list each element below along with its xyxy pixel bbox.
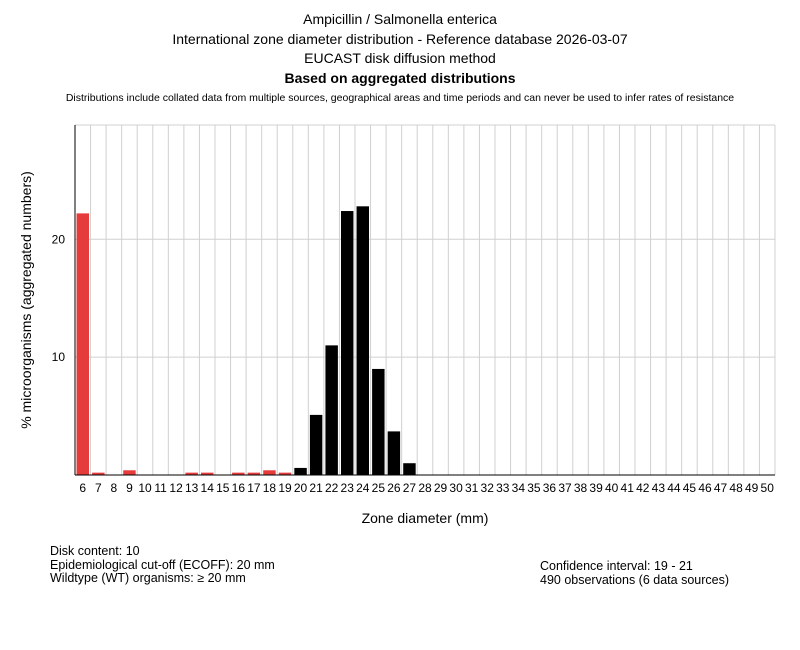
x-tick-label: 38 bbox=[573, 481, 588, 495]
x-tick-label: 42 bbox=[636, 481, 650, 495]
x-tick-label: 9 bbox=[126, 481, 133, 495]
bar-23 bbox=[341, 211, 353, 475]
x-tick-label: 44 bbox=[667, 481, 681, 495]
y-axis-title: % microorganisms (aggregated numbers) bbox=[18, 171, 34, 429]
observations-label: 490 observations (6 data sources) bbox=[540, 572, 729, 587]
x-tick-label: 22 bbox=[324, 481, 339, 495]
ecoff-label: Epidemiological cut-off (ECOFF): 20 mm bbox=[50, 557, 275, 572]
x-tick-label: 25 bbox=[371, 481, 386, 495]
x-tick-label: 20 bbox=[293, 481, 308, 495]
x-tick-label: 18 bbox=[262, 481, 277, 495]
x-tick-label: 39 bbox=[589, 481, 603, 495]
bar-27 bbox=[403, 463, 415, 475]
y-tick-label: 20 bbox=[51, 232, 65, 247]
x-tick-label: 45 bbox=[682, 481, 697, 495]
bar-21 bbox=[310, 415, 322, 475]
x-tick-label: 33 bbox=[496, 481, 510, 495]
x-tick-label: 23 bbox=[340, 481, 354, 495]
confidence-label: Confidence interval: 19 - 21 bbox=[540, 559, 693, 573]
bar-18 bbox=[263, 470, 275, 475]
x-tick-label: 10 bbox=[138, 481, 152, 495]
x-tick-label: 8 bbox=[110, 481, 118, 495]
x-tick-label: 7 bbox=[94, 481, 102, 495]
x-tick-label: 27 bbox=[402, 481, 417, 495]
bar-20 bbox=[294, 468, 306, 475]
x-axis-title: Zone diameter (mm) bbox=[361, 510, 489, 526]
y-tick-label: 10 bbox=[51, 350, 65, 365]
x-tick-label: 16 bbox=[231, 481, 246, 495]
x-tick-label: 12 bbox=[169, 481, 183, 495]
disclaimer-text: Distributions include collated data from multiple sources, geographical areas and time periods and can never be used to infer rates of resistance bbox=[65, 92, 735, 104]
x-tick-label: 28 bbox=[418, 481, 432, 495]
x-tick-label: 48 bbox=[729, 481, 743, 495]
bar-25 bbox=[372, 369, 384, 475]
x-tick-label: 17 bbox=[247, 481, 261, 495]
wildtype-label: Wildtype (WT) organisms: ≥ 20 mm bbox=[50, 571, 246, 585]
x-tick-label: 14 bbox=[200, 481, 214, 495]
bar-9 bbox=[123, 470, 135, 475]
x-tick-label: 32 bbox=[480, 481, 494, 495]
x-tick-label: 40 bbox=[604, 481, 619, 495]
x-tick-label: 29 bbox=[433, 481, 448, 495]
bar-26 bbox=[388, 431, 400, 475]
chart-title: Ampicillin / Salmonella enterica bbox=[303, 11, 497, 27]
disk-content-label: Disk content: 10 bbox=[50, 544, 140, 558]
x-tick-label: 26 bbox=[387, 481, 401, 495]
x-tick-label: 41 bbox=[620, 481, 634, 495]
bar-24 bbox=[357, 206, 369, 475]
x-tick-label: 24 bbox=[356, 481, 370, 495]
grid-layer bbox=[75, 125, 775, 475]
bar-6 bbox=[77, 213, 89, 475]
footer-right bbox=[540, 560, 729, 587]
x-tick-label: 15 bbox=[216, 481, 230, 495]
x-tick-label: 6 bbox=[79, 481, 87, 495]
bar-22 bbox=[325, 345, 337, 475]
x-tick-label: 37 bbox=[558, 481, 572, 495]
x-tick-label: 49 bbox=[744, 481, 759, 495]
x-tick-label: 21 bbox=[309, 481, 323, 495]
method-label: EUCAST disk diffusion method bbox=[304, 50, 496, 66]
x-tick-label: 36 bbox=[542, 481, 557, 495]
x-tick-label: 50 bbox=[760, 481, 774, 495]
x-tick-label: 34 bbox=[511, 481, 526, 495]
x-tick-label: 19 bbox=[278, 481, 292, 495]
x-tick-label: 47 bbox=[713, 481, 728, 495]
x-tick-label: 30 bbox=[449, 481, 463, 495]
x-tick-label: 13 bbox=[184, 481, 199, 495]
x-tick-label: 46 bbox=[698, 481, 712, 495]
footer-left bbox=[50, 545, 275, 586]
x-tick-label: 31 bbox=[464, 481, 479, 495]
x-tick-label: 35 bbox=[527, 481, 541, 495]
basis-label: Based on aggregated distributions bbox=[284, 69, 516, 86]
axis-layer bbox=[75, 125, 775, 475]
chart-subtitle: International zone diameter distribution - Reference database 2026-03-07 bbox=[172, 30, 628, 47]
x-tick-label: 43 bbox=[651, 481, 666, 495]
x-tick-label: 11 bbox=[154, 481, 167, 495]
